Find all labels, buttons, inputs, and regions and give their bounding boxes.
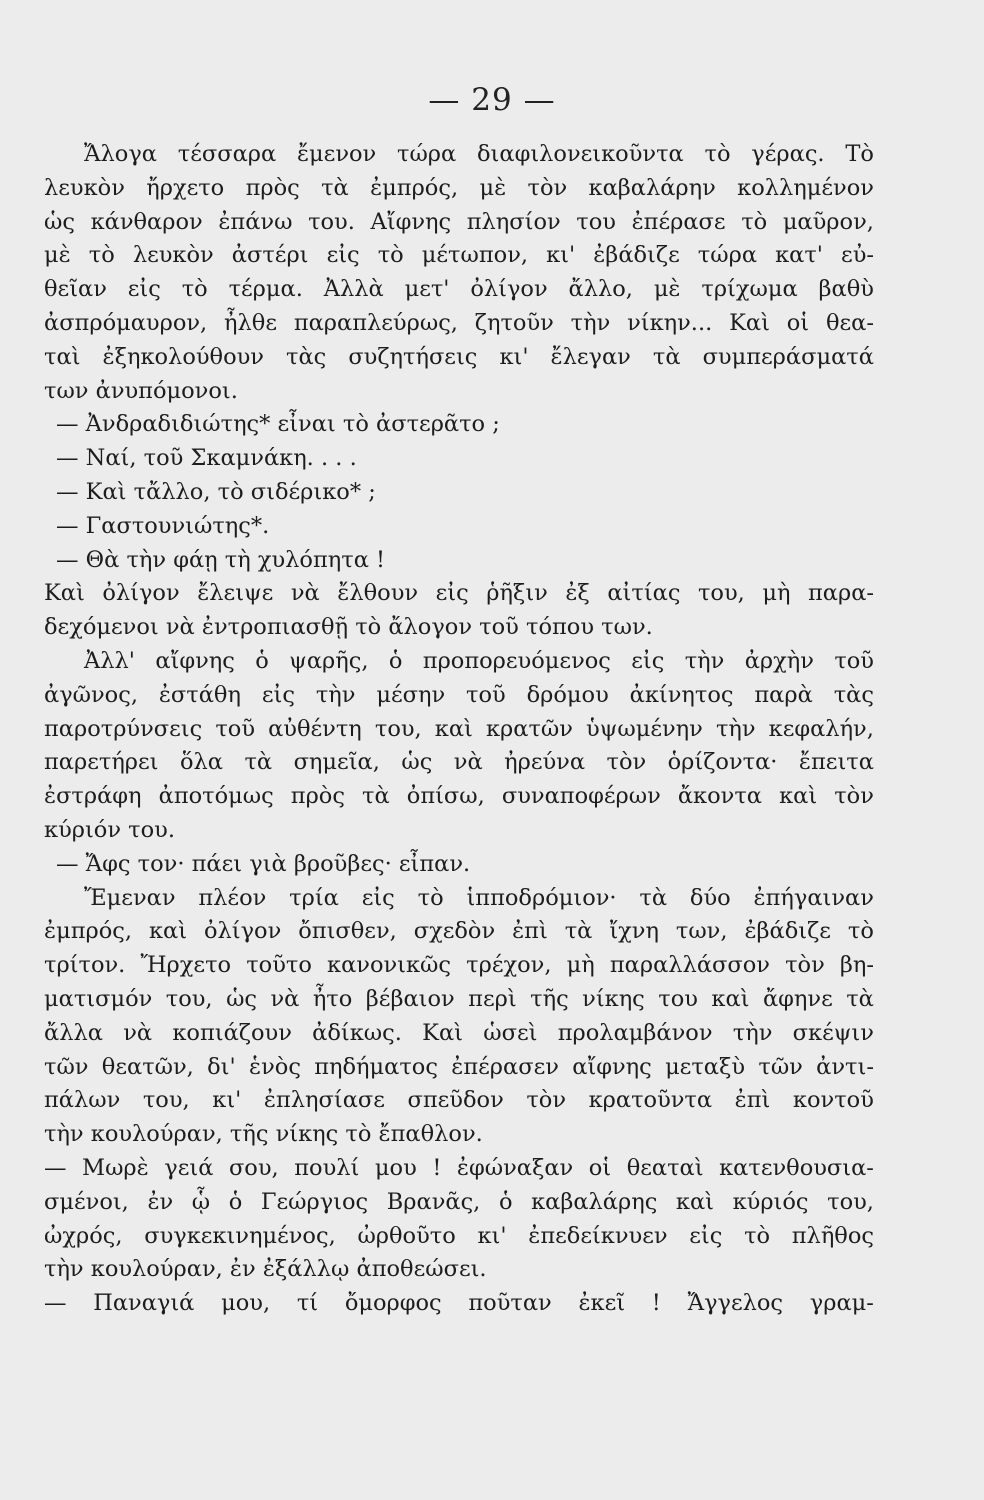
text-line: — Καὶ τἄλλο, τὸ σιδέρικο* ; (56, 478, 376, 505)
text-line: πάλων του, κι' ἐπλησίασε σπεῦδον τὸν κρατοῦντα ἐπὶ κοντοῦ (44, 1087, 874, 1114)
text-line: Καὶ ὀλίγον ἔλειψε νὰ ἔλθουν εἰς ῥῆξιν ἐξ αἰτίας του, μὴ παρα- (44, 580, 874, 607)
text-line: τρίτον. Ἤρχετο τοῦτο κανονικῶς τρέχον, μὴ παραλλάσσον τὸν βη- (44, 952, 874, 979)
text-line: παρετήρει ὅλα τὰ σημεῖα, ὡς νὰ ἠρεύνα τὸν ὁρίζοντα· ἔπειτα (44, 749, 874, 776)
text-line: ματισμόν του, ὡς νὰ ἦτο βέβαιον περὶ τῆς νίκης του καὶ ἄφηνε τὰ (44, 985, 874, 1012)
text-line: σμένοι, ἐν ᾧ ὁ Γεώργιος Βρανᾶς, ὁ καβαλάρης καὶ κύριός του, (44, 1188, 874, 1215)
text-line: ἀσπρόμαυρον, ἦλθε παραπλεύρως, ζητοῦν τὴν νίκην... Καὶ οἱ θεα- (44, 309, 874, 336)
text-line: — Γαστουνιώτης*. (56, 512, 270, 539)
text-line: ὡς κάνθαρον ἐπάνω του. Αἴφνης πλησίον του ἐπέρασε τὸ μαῦρον, (44, 208, 874, 235)
text-line: παροτρύνσεις τοῦ αὐθέντη του, καὶ κρατῶν ὑψωμένην τὴν κεφαλήν, (44, 715, 874, 742)
text-line: ταὶ ἐξηκολούθουν τὰς συζητήσεις κι' ἔλεγαν τὰ συμπεράσματά (44, 343, 874, 370)
text-line: τῶν θεατῶν, δι' ἑνὸς πηδήματος ἐπέρασεν αἴφνης μεταξὺ τῶν ἀντι- (44, 1053, 874, 1080)
text-line: δεχόμενοι νὰ ἐντροπιασθῇ τὸ ἄλογον τοῦ τόπου των. (44, 614, 653, 641)
text-line: λευκὸν ἤρχετο πρὸς τὰ ἐμπρός, μὲ τὸν καβαλάρην κολλημένον (44, 174, 874, 201)
text-line: — Παναγιά μου, τί ὄμορφος ποῦταν ἐκεῖ ! Ἄγγελος γραμ- (44, 1290, 874, 1317)
text-line: μὲ τὸ λευκὸν ἀστέρι εἰς τὸ μέτωπον, κι' ἐβάδιζε τώρα κατ' εὐ- (44, 242, 874, 269)
text-line: — Μωρὲ γειά σου, πουλί μου ! ἐφώναξαν οἱ θεαταὶ κατενθουσια- (44, 1154, 874, 1181)
body-text (44, 138, 874, 1321)
text-line: — Θὰ τὴν φάῃ τὴ χυλόπητα ! (56, 546, 386, 573)
text-line: — Ἀνδραδιδιώτης* εἶναι τὸ ἀστερᾶτο ; (56, 411, 500, 438)
page-number: — 29 — (428, 82, 556, 118)
text-line: ἐμπρός, καὶ ὀλίγον ὄπισθεν, σχεδὸν ἐπὶ τὰ ἴχνη των, ἐβάδιζε τὸ (44, 918, 874, 945)
text-line: ὠχρός, συγκεκινημένος, ὠρθοῦτο κι' ἐπεδείκνυεν εἰς τὸ πλῆθος (44, 1222, 874, 1249)
text-line: τὴν κουλούραν, ἐν ἐξάλλῳ ἀποθεώσει. (44, 1256, 487, 1283)
text-line: θεῖαν εἰς τὸ τέρμα. Ἀλλὰ μετ' ὀλίγον ἄλλο, μὲ τρίχωμα βαθὺ (44, 276, 874, 303)
text-line: Ἔμεναν πλέον τρία εἰς τὸ ἱπποδρόμιον· τὰ δύο ἐπήγαιναν (84, 884, 874, 911)
text-line: — Ἄφς τον· πάει γιὰ βροῦβες· εἶπαν. (56, 850, 471, 877)
text-line: ἀγῶνος, ἐστάθη εἰς τὴν μέσην τοῦ δρόμου ἀκίνητος παρὰ τὰς (44, 681, 874, 708)
text-line: κύριόν του. (44, 816, 175, 843)
text-line: Ἄλογα τέσσαρα ἔμενον τώρα διαφιλονεικοῦντα τὸ γέρας. Τὸ (84, 141, 874, 167)
text-line: ἐστράφη ἀποτόμως πρὸς τὰ ὀπίσω, συναποφέρων ἄκοντα καὶ τὸν (44, 783, 874, 810)
text-line: τὴν κουλούραν, τῆς νίκης τὸ ἔπαθλον. (44, 1121, 483, 1148)
text-line: των ἀνυπόμονοι. (44, 377, 238, 404)
text-line: Ἀλλ' αἴφνης ὁ ψαρῆς, ὁ προπορευόμενος εἰς τὴν ἀρχὴν τοῦ (84, 647, 874, 674)
text-line: — Ναί, τοῦ Σκαμνάκη. . . . (56, 445, 357, 472)
text-line: ἄλλα νὰ κοπιάζουν ἀδίκως. Καὶ ὡσεὶ προλαμβάνον τὴν σκέψιν (44, 1019, 874, 1046)
